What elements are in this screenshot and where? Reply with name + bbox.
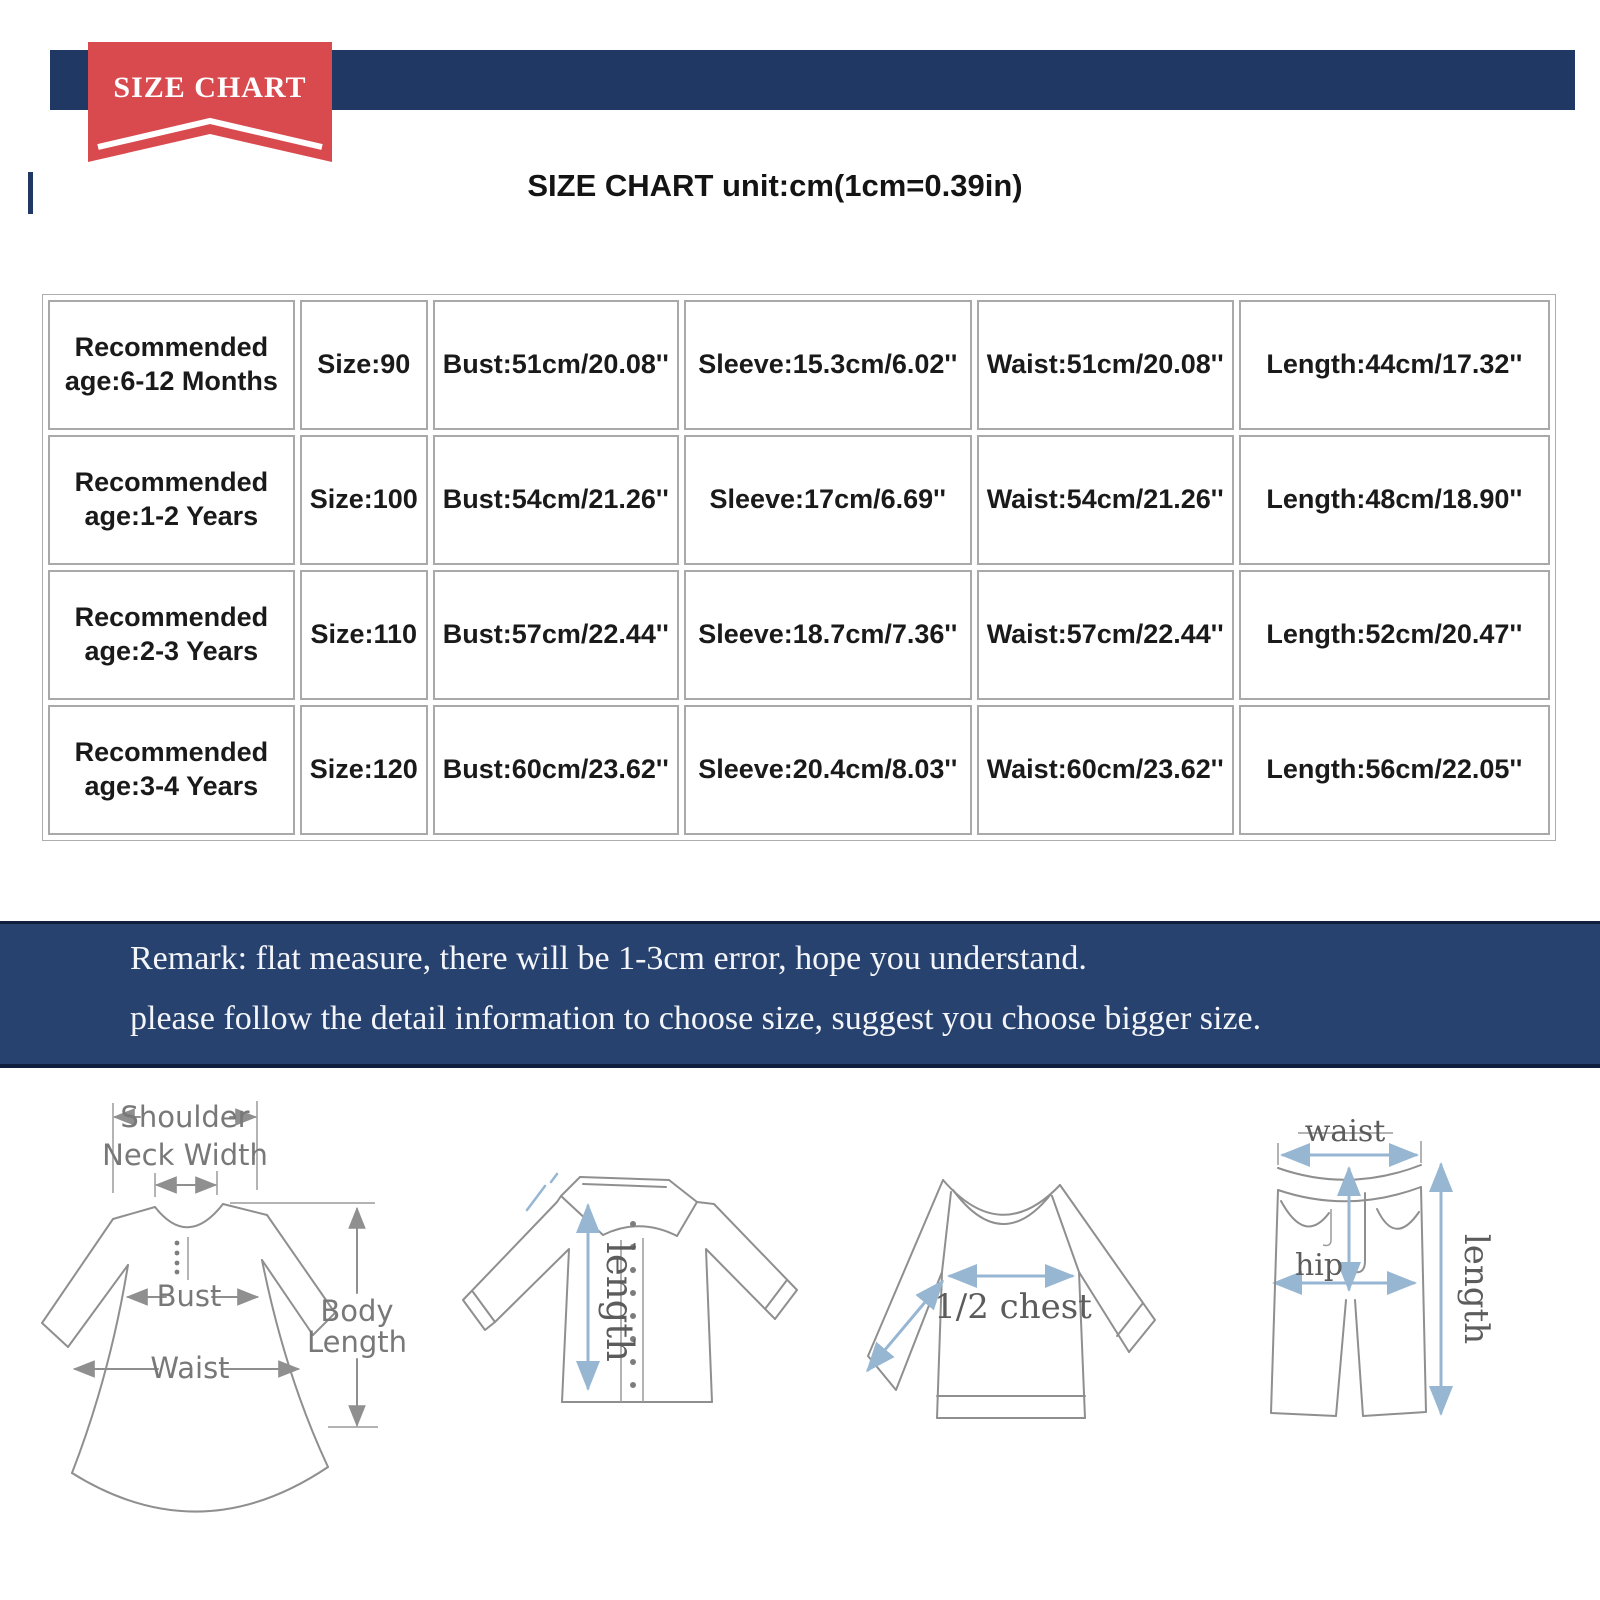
- pants-length-label: length: [1456, 1233, 1496, 1345]
- sweater-half-chest-label: 1/2 chest: [934, 1287, 1092, 1327]
- cell-size: Size:100: [300, 435, 428, 565]
- ribbon-label: SIZE CHART: [113, 71, 307, 104]
- cell-length: Length:44cm/17.32'': [1239, 300, 1550, 430]
- shirt-length-label: length: [598, 1242, 641, 1362]
- cell-length: Length:56cm/22.05'': [1239, 705, 1550, 835]
- table-row: [48, 570, 1550, 700]
- cell-length: Length:48cm/18.90'': [1239, 435, 1550, 565]
- dress-waist-label: Waist: [150, 1351, 230, 1385]
- pants-waist-label: waist: [1304, 1114, 1386, 1149]
- cell-age: Recommended age:2-3 Years: [48, 570, 295, 700]
- dress-shoulder-label: Shoulder: [120, 1100, 250, 1134]
- pants-measure-diagram: [1243, 1093, 1598, 1553]
- sweater-measure-diagram: [858, 1150, 1238, 1490]
- size-chart-ribbon-badge: [88, 42, 332, 166]
- dress-body-length-label: Body: [320, 1294, 394, 1328]
- cell-sleeve: Sleeve:15.3cm/6.02'': [684, 300, 972, 430]
- remark-line-1: Remark: flat measure, there will be 1-3cm error, hope you understand.: [130, 940, 1087, 977]
- cell-bust: Bust:60cm/23.62'': [433, 705, 679, 835]
- dress-neck-width-label: Neck Width: [102, 1138, 268, 1172]
- remark-banner: [0, 921, 1600, 1068]
- dress-bust-label: Bust: [156, 1279, 222, 1313]
- cell-length: Length:52cm/20.47'': [1239, 570, 1550, 700]
- cell-sleeve: Sleeve:17cm/6.69'': [684, 435, 972, 565]
- dress-body-length-label: Length: [306, 1325, 408, 1359]
- pants-hip-label: hip: [1294, 1248, 1344, 1283]
- table-row: [48, 435, 1550, 565]
- cell-bust: Bust:57cm/22.44'': [433, 570, 679, 700]
- cell-waist: Waist:54cm/21.26'': [977, 435, 1234, 565]
- table-row: [48, 300, 1550, 430]
- dress-measure-diagram: [30, 1075, 450, 1565]
- cell-bust: Bust:54cm/21.26'': [433, 435, 679, 565]
- shirt-measure-diagram: [445, 1152, 815, 1432]
- remark-line-2: please follow the detail information to choose size, suggest you choose bigger size.: [130, 1000, 1262, 1037]
- cell-age: Recommended age:6-12 Months: [48, 300, 295, 430]
- cell-age: Recommended age:1-2 Years: [48, 435, 295, 565]
- cell-size: Size:120: [300, 705, 428, 835]
- cell-waist: Waist:60cm/23.62'': [977, 705, 1234, 835]
- table-row: [48, 705, 1550, 835]
- cell-age: Recommended age:3-4 Years: [48, 705, 295, 835]
- cell-bust: Bust:51cm/20.08'': [433, 300, 679, 430]
- cell-size: Size:110: [300, 570, 428, 700]
- cell-waist: Waist:51cm/20.08'': [977, 300, 1234, 430]
- page-title: SIZE CHART unit:cm(1cm=0.39in): [527, 168, 1023, 203]
- cell-sleeve: Sleeve:18.7cm/7.36'': [684, 570, 972, 700]
- cell-waist: Waist:57cm/22.44'': [977, 570, 1234, 700]
- cell-sleeve: Sleeve:20.4cm/8.03'': [684, 705, 972, 835]
- size-table: [42, 294, 1556, 841]
- cell-size: Size:90: [300, 300, 428, 430]
